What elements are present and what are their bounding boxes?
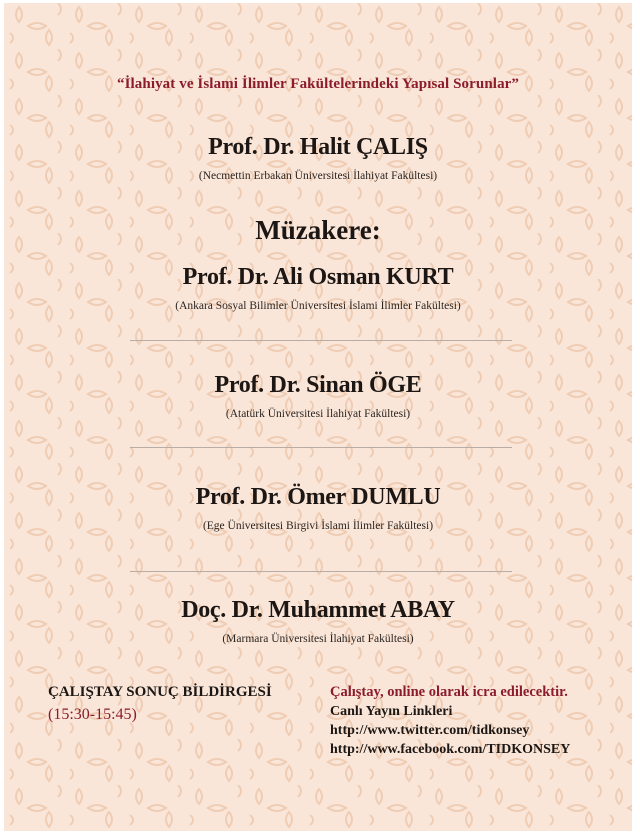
discussant-institution: (Ankara Sosyal Bilimler Üniversitesi İslami İlimler Fakültesi) [175,300,461,312]
closing-time: (15:30-15:45) [48,706,137,723]
twitter-link[interactable]: http://www.twitter.com/tidkonsey [330,723,530,738]
speaker-name: Prof. Dr. Halit ÇALIŞ [208,134,428,160]
discussant-institution: (Atatürk Üniversitesi İlahiyat Fakültesi) [225,408,411,420]
divider [130,571,512,572]
poster [4,3,632,831]
discussant-institution: (Marmara Üniversitesi İlahiyat Fakültesi) [222,633,414,645]
online-notice: Çalıştay, online olarak icra edilecektir. [330,684,568,700]
discussant-name: Prof. Dr. Sinan ÖGE [214,372,422,398]
facebook-link[interactable]: http://www.facebook.com/TIDKONSEY [330,742,571,757]
discussant-name: Prof. Dr. Ali Osman KURT [182,264,454,290]
closing-declaration-label: ÇALIŞTAY SONUÇ BİLDİRGESİ [48,684,272,700]
discussant-institution: (Ege Üniversitesi Birgivi İslami İlimler Fakültesi) [202,520,434,532]
live-links-label: Canlı Yayın Linkleri [330,704,453,719]
speaker-institution: (Necmettin Erbakan Üniversitesi İlahiyat Fakültesi) [198,170,438,182]
divider [130,447,512,448]
divider [130,340,512,341]
discussant-name: Doç. Dr. Muhammet ABAY [181,597,455,623]
poster-content [4,3,632,831]
discussant-name: Prof. Dr. Ömer DUMLU [195,484,441,510]
event-title: “İlahiyat ve İslami İlimler Fakültelerindeki Yapısal Sorunlar” [116,76,520,92]
discussion-heading: Müzakere: [255,215,381,245]
